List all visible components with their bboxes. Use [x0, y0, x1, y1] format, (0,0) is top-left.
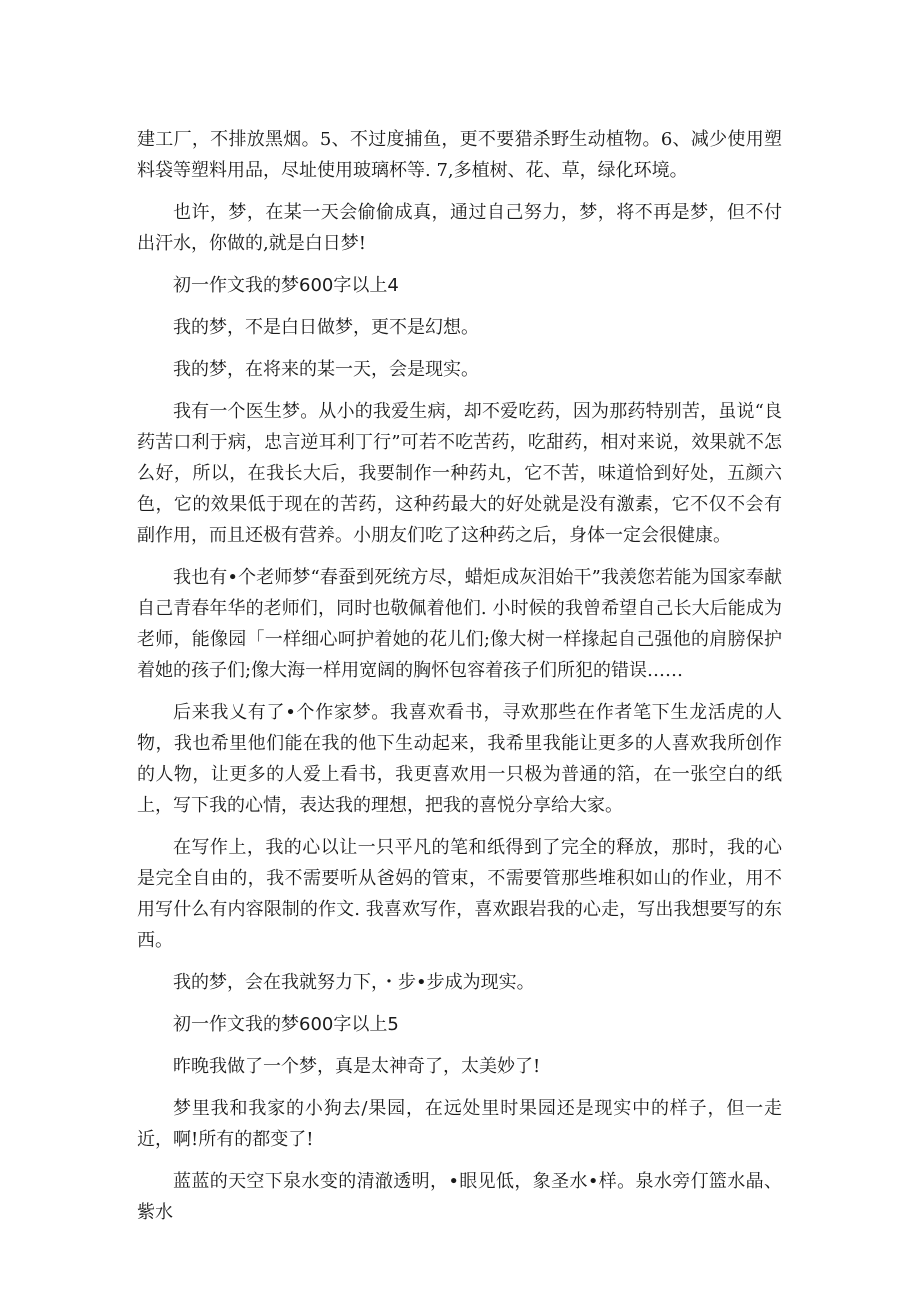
- paragraph-last-night: 昨晚我做了一个梦，真是太神奇了，太美妙了!: [173, 1056, 541, 1077]
- essay-body: [137, 124, 782, 1239]
- paragraph-environment-list: 建工厂，不排放黑烟。5、不过度捕鱼，更不要猎杀野生动植物。6、减少使用塑料袋等塑料用品，尽址使用玻璃杯等. 7,多植树、花、草，绿化环境。: [137, 129, 782, 181]
- paragraph-not-daydream: 我的梦，不是白日做梦，更不是幻想。: [173, 317, 479, 338]
- paragraph-writer-dream: 后来我乂有了•个作家梦。我喜欢看书，寻欢那些在作者笔下生龙活虎的人物，我也希里他们能在我的他下生动起来，我希里我能让更多的人喜欢我所创作的人物，让更多的人爱上看书，我更喜欢用一只极为普通的箔，在一张空白的纸上，写下我的心情，表达我的理想，把我的喜悦分享给大家。: [137, 702, 782, 816]
- paragraph-orchard: 梦里我和我家的小狗去/果园，在远处里时果园还是现实中的样子，但一走近，啊!所有的都变了!: [137, 1098, 782, 1150]
- section-heading-4: 初一作文我的梦600字以上4: [173, 275, 399, 296]
- paragraph-reality: 我的梦，在将来的某一天，会是现实。: [173, 359, 479, 380]
- paragraph-daydream: 也许，梦，在某一天会偷偷成真，通过自己努力，梦，将不再是梦，但不付出汗水，你做的,就是白日梦!: [137, 202, 782, 254]
- paragraph-teacher-dream: 我也有•个老师梦“春蚕到死统方尽，蜡炬成灰泪始干”我羡您若能为国家奉献自己青春年华的老师们，同时也敬佩着他们. 小时候的我曾希望自己长大后能成为老师，能像园「一样细心呵护着她的花儿们;像大树一样掾起自己强他的肩膀保护着她的孩子们;像大海一样用宽阔的胸怀包容着孩子们所犯的错误……: [137, 567, 782, 681]
- paragraph-spring-water: 蓝蓝的天空下泉水变的清澈透明，•眼见低，象圣水•样。泉水旁仃篮水晶、紫水: [137, 1171, 782, 1223]
- section-heading-5: 初一作文我的梦600字以上5: [173, 1014, 399, 1035]
- paragraph-writing-freedom: 在写作上，我的心以让一只平凡的笔和纸得到了完全的释放，那时，我的心是完全自由的，我不需要听从爸妈的管束，不需要管那些堆积如山的作业，用不用写什么有内容限制的作文. 我喜欢写作，喜欢跟岩我的心走，写出我想要写的东西。: [137, 837, 782, 951]
- paragraph-step-by-step: 我的梦，会在我就努力下，・步•步成为现实。: [173, 972, 535, 993]
- paragraph-doctor-dream: 我有一个医生梦。从小的我爱生病，却不爱吃药，因为那药特别苦，虽说“良药苦口利于病，忠言逆耳利丁行”可若不吃苦药，吃甜药，相对来说，效果就不怎么好，所以，在我长大后，我要制作一种药丸，它不苦，味道恰到好处，五颜六色，它的效果低于现在的苦药，这种药最大的好处就是没有激素，它不仅不会有副作用，而且还极有营养。小朋友们吃了这种药之后，身体一定会很健康。: [137, 401, 782, 546]
